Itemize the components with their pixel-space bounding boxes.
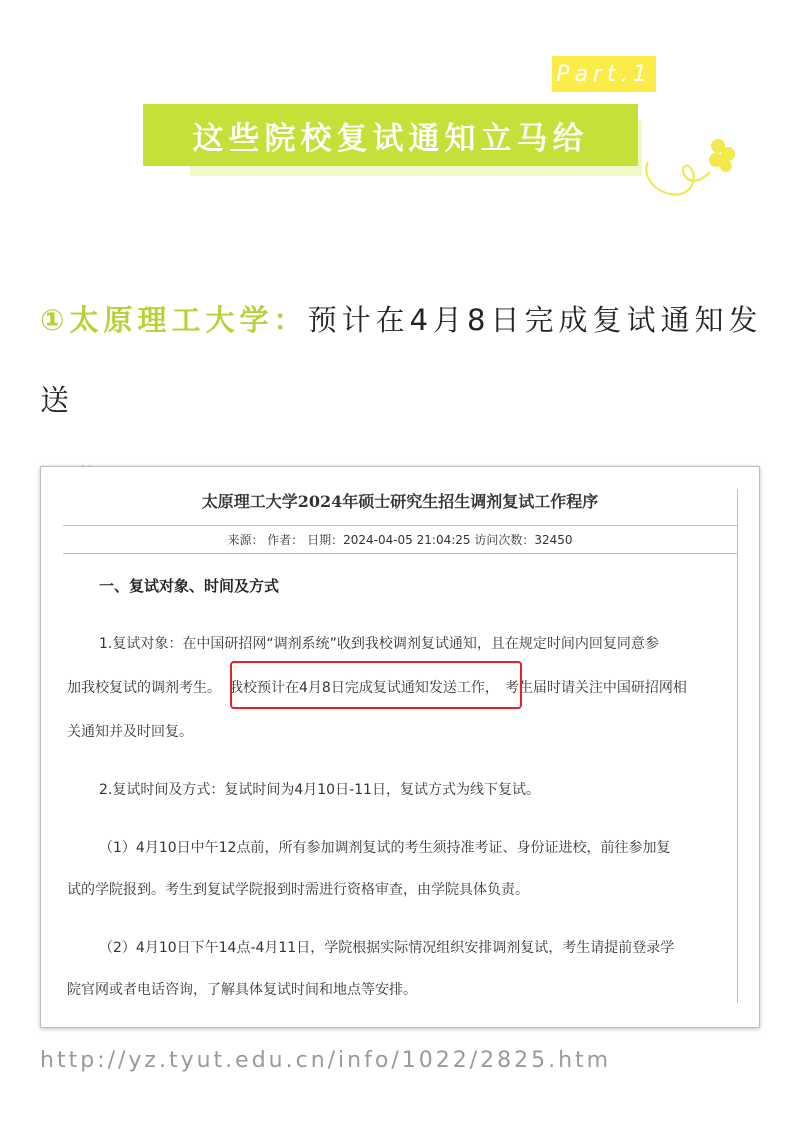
paragraph-line: 关通知并及时回复。 xyxy=(67,724,193,740)
paragraph-line: 1.复试对象：在中国研招网“调剂系统”收到我校调剂复试通知，且在规定时间内回复同意参 xyxy=(99,636,659,652)
highlighted-text: 我校预计在4月8日完成复试通知发送工作， xyxy=(229,680,499,696)
paragraph-line: （2）4月10日下午14点-4月11日，学院根据实际情况组织安排调剂复试，考生请提前登录学 xyxy=(99,940,675,956)
divider xyxy=(737,489,738,1003)
article-screenshot xyxy=(40,466,760,1028)
paragraph-line: 2.复试时间及方式：复试时间为4月10日-11日，复试方式为线下复试。 xyxy=(99,782,540,798)
divider xyxy=(63,525,737,526)
paragraph-text: 加我校复试的调剂考生。 xyxy=(67,680,221,696)
paragraph-line: 院官网或者电话咨询，了解具体复试时间和地点等安排。 xyxy=(67,982,417,998)
paragraph-line: （1）4月10日中午12点前，所有参加调剂复试的考生须持准考证、身份证进校，前往参加复 xyxy=(99,840,671,856)
paragraph-line: 试的学院报到。考生到复试学院报到时需进行资格审查，由学院具体负责。 xyxy=(67,882,529,898)
heading-text-line1: 预计在4月8日完成复试通知发送 xyxy=(40,303,763,417)
heading-highlight: ①太原理工大学： xyxy=(40,303,308,337)
highlight-box xyxy=(230,661,522,709)
banner-title: 这些院校复试通知立马给 xyxy=(143,104,638,166)
section-title: 一、复试对象、时间及方式 xyxy=(99,577,280,595)
paragraph-text: 考生届时请关注中国研招网相 xyxy=(504,680,687,696)
source-url: http://yz.tyut.edu.cn/info/1022/2825.htm xyxy=(40,1048,612,1073)
divider xyxy=(63,553,737,554)
article-title: 太原理工大学2024年硕士研究生招生调剂复试工作程序 xyxy=(201,492,599,511)
article-meta: 来源： 作者： 日期：2024-04-05 21:04:25 访问次数：32450 xyxy=(227,533,573,547)
part-tag: Part.1 xyxy=(552,56,656,92)
clover-doodle-icon xyxy=(640,132,740,202)
